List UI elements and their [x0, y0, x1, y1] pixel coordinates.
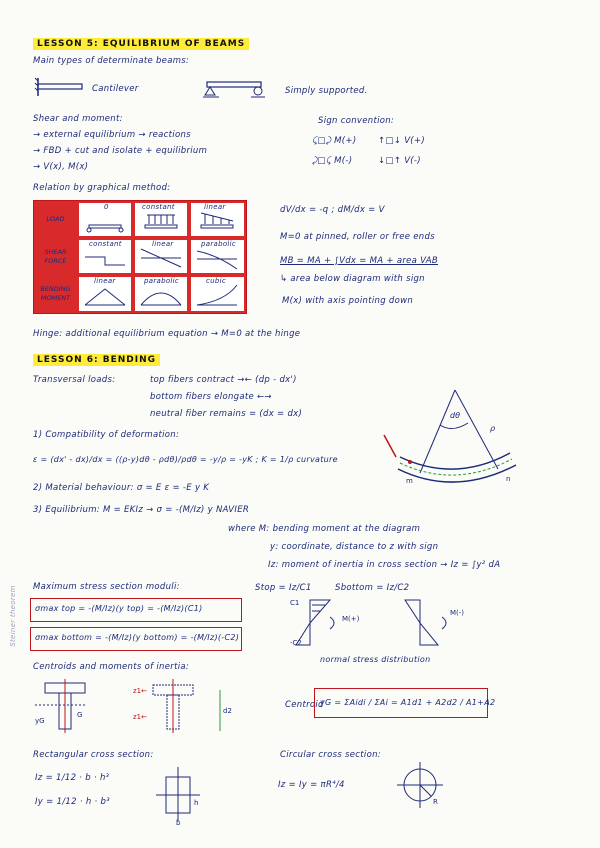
top-fibers: top fibers contract →← (dp - dx') — [150, 375, 297, 385]
bending-arc-diagram — [380, 385, 530, 490]
eq-mx: M(x) with axis pointing down — [282, 296, 414, 306]
shear-col-1: linear — [152, 240, 174, 248]
svg-text:M(+): M(+) — [342, 615, 360, 623]
bleed-through — [395, 44, 403, 69]
cantilever-diagram — [35, 78, 85, 98]
load-col-0: 0 — [104, 203, 109, 211]
row-moment: BENDING MOMENT — [34, 275, 78, 313]
equilibrium-line: 3) Equilibrium: M = EKIz → σ = -(M/Iz) y NAVIER — [33, 505, 250, 515]
svg-text:yG: yG — [35, 717, 45, 725]
v-pos: ↑□↓ V(+) — [378, 136, 425, 146]
svg-text:h: h — [194, 799, 199, 807]
eq-area: ↳ area below diagram with sign — [280, 274, 425, 284]
rect-iz: Iz = 1/12 · b · h³ — [35, 773, 110, 783]
compat-heading: 1) Compatibility of deformation: — [33, 430, 180, 440]
where-iz: Iz: moment of inertia in cross section → Iz = ∫y² dA — [268, 560, 501, 570]
sign-convention-heading: Sign convention: — [318, 116, 395, 126]
svg-text:C1: C1 — [290, 599, 300, 607]
sigma-top: σmax top = -(M/Iz)(y top) = -(M/Iz)(C1) — [35, 604, 203, 613]
svg-text:R: R — [433, 798, 438, 806]
lesson6-title: LESSON 6: BENDING — [33, 354, 160, 366]
bullet-external: → external equilibrium → reactions — [33, 130, 191, 140]
row-load: LOAD — [34, 201, 78, 239]
neutral-fiber: neutral fiber remains = (dx = dx) — [150, 409, 303, 419]
circle-section-diagram — [395, 760, 445, 810]
svg-text:n: n — [506, 475, 511, 483]
where-m: where M: bending moment at the diagram — [228, 524, 421, 534]
moment-col-2: cubic — [206, 277, 227, 285]
row-shear: SHEAR FORCE — [34, 238, 78, 276]
shear-col-2: parabolic — [201, 240, 237, 248]
max-stress-heading: Maximum stress section moduli: — [33, 582, 180, 592]
m-neg: ⤸□⤹ M(-) — [312, 156, 353, 166]
centroid-label: Centroid — [285, 700, 324, 710]
load-col-2: linear — [204, 203, 226, 211]
simply-supported-label: Simply supported. — [285, 86, 368, 96]
moment-col-1: parabolic — [144, 277, 180, 285]
cantilever-label: Cantilever — [92, 84, 139, 94]
svg-text:G: G — [77, 711, 83, 719]
svg-text:m: m — [406, 477, 413, 485]
where-y: y: coordinate, distance to z with sign — [270, 542, 439, 552]
svg-text:z1←: z1← — [133, 687, 147, 695]
hinge-line: Hinge: additional equilibrium equation → M=0 at the hinge — [33, 329, 301, 339]
v-neg: ↓□↑ V(-) — [378, 156, 421, 166]
svg-text:ρ: ρ — [490, 424, 496, 433]
graphical-heading: Relation by graphical method: — [33, 183, 171, 193]
transversal-heading: Transversal loads: — [33, 375, 116, 385]
normal-stress-caption: normal stress distribution — [320, 655, 431, 664]
table-cells — [77, 201, 246, 313]
s-bottom: Sbottom = Iz/C2 — [335, 583, 410, 593]
side-margin-note: Steiner theorem — [8, 585, 17, 647]
bottom-fibers: bottom fibers elongate ←→ — [150, 392, 272, 402]
shear-col-0: constant — [89, 240, 122, 248]
svg-text:z1←: z1← — [133, 713, 147, 721]
load-col-1: constant — [142, 203, 175, 211]
eq-dv: dV/dx = -q ; dM/dx = V — [280, 205, 385, 215]
svg-text:M(-): M(-) — [450, 609, 465, 617]
sigma-bottom: σmax bottom = -(M/Iz)(y bottom) = -(M/Iz)(-C2) — [35, 633, 240, 642]
s-top: Stop = Iz/C1 — [255, 583, 312, 593]
centroids-heading: Centroids and moments of inertia: — [33, 662, 190, 672]
simply-supported-diagram — [205, 80, 265, 102]
svg-text:dθ: dθ — [450, 411, 460, 420]
main-types-heading: Main types of determinate beams: — [33, 56, 190, 66]
centroid-equation: yG = ΣAidi / ΣAi = A1d1 + A2d2 / A1+A2 — [320, 698, 496, 707]
svg-text:b: b — [176, 819, 181, 827]
rect-section-diagram — [150, 765, 210, 825]
eq-m0: M=0 at pinned, roller or free ends — [280, 232, 435, 242]
rect-iy: Iy = 1/12 · h · b³ — [35, 797, 110, 807]
lesson5-title: LESSON 5: EQUILIBRIUM OF BEAMS — [33, 38, 249, 50]
relation-table — [33, 200, 247, 314]
stress-distribution-diagrams — [290, 595, 470, 650]
svg-text:-C2: -C2 — [290, 639, 302, 647]
svg-text:d2: d2 — [223, 707, 232, 715]
circ-heading: Circular cross section: — [280, 750, 381, 760]
bullet-vm: → V(x), M(x) — [33, 162, 89, 172]
bullet-fbd: → FBD + cut and isolate + equilibrium — [33, 146, 208, 156]
rect-heading: Rectangular cross section: — [33, 750, 154, 760]
compat-equation: ε = (dx' - dx)/dx = ((ρ-y)dθ - ρdθ)/ρdθ = -y/ρ = -yK ; K = 1/ρ curvature — [33, 455, 338, 464]
eq-mb: MB = MA + ∫Vdx = MA + area VAB — [280, 256, 438, 266]
m-pos: ⤹□⤸ M(+) — [312, 136, 357, 146]
moment-col-0: linear — [94, 277, 116, 285]
shear-moment-heading: Shear and moment: — [33, 114, 123, 124]
material-line: 2) Material behaviour: σ = E ε = -E y K — [33, 483, 210, 493]
centroid-sections — [35, 675, 255, 740]
circ-equation: Iz = Iy = πR⁴/4 — [278, 780, 345, 790]
